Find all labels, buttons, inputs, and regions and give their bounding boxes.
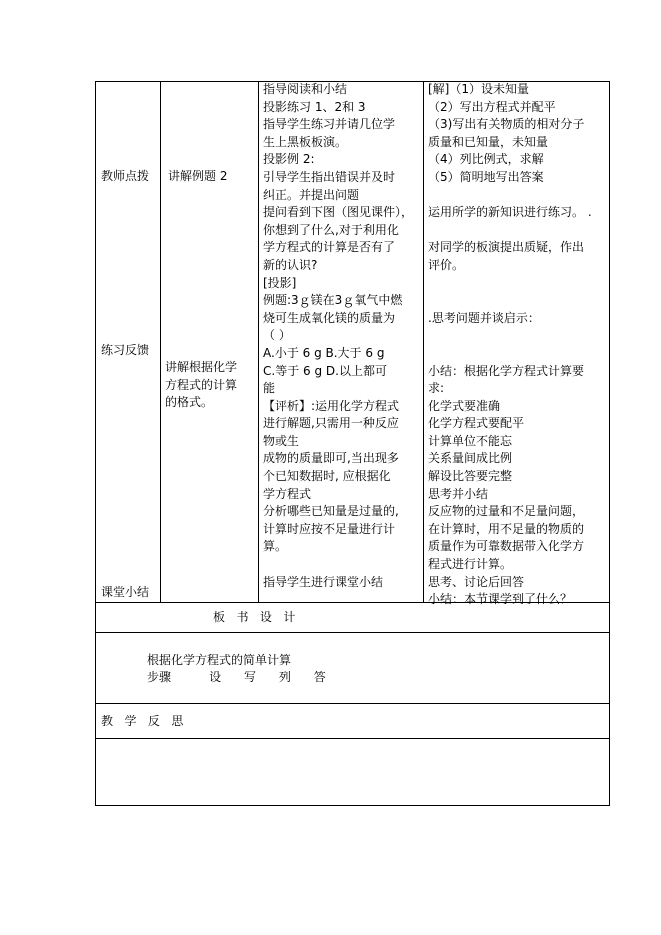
column-divider-2: [258, 81, 259, 602]
col4-line: 评价。: [428, 257, 465, 272]
col4-line: 关系量间成比例: [428, 451, 513, 466]
col3-line: 指导阅读和小结: [263, 82, 348, 96]
col3-line: 指导学生练习并请几位学: [263, 117, 396, 132]
col3-line: 指导学生进行课堂小结: [263, 574, 384, 589]
col4-line: 小结：本节课学到了什么？: [428, 592, 573, 607]
col3-line: 算。: [263, 539, 288, 554]
col4-line: [428, 345, 592, 363]
col4-line: .思考问题并谈启示：: [428, 310, 540, 325]
col3-line: [263, 556, 413, 574]
col3-line: 物或生: [263, 433, 300, 448]
col4-line: 求:: [428, 381, 445, 396]
col3-line: 纠正。并提出问题: [263, 187, 360, 202]
col4-line: 程式进行计算。: [428, 557, 513, 572]
col3-line: 例题:3ｇ镁在3ｇ氧气中燃: [263, 293, 403, 308]
col3-line: 烧可生成氧化镁的质量为: [263, 310, 396, 325]
col4-line: 运用所学的新知识进行练习。 .: [428, 205, 592, 220]
board-design-steps: 步骤 设 写 列 答: [147, 670, 326, 684]
col4-line: [428, 222, 592, 240]
row-label-class-summary: 课堂小结: [101, 585, 150, 599]
col3-line: 投影例 2:: [263, 152, 315, 167]
col3-line: 生上黑板板演。: [263, 134, 348, 149]
col3-line: 成物的质量即可,当出现多: [263, 451, 399, 466]
col3-line: C.等于 6 g D.以上都可: [263, 363, 387, 378]
col3-line: 能: [263, 381, 276, 396]
col3-line: 个已知数据时, 应根据化: [263, 469, 391, 484]
col4-student-activities: [428, 81, 592, 609]
table-left-border: [95, 81, 96, 806]
table-right-border: [609, 81, 610, 806]
col3-line: 【评析】:运用化学方程式: [263, 398, 400, 413]
col4-line: 质量和已知量，未知量: [428, 134, 549, 149]
col4-line: 化学方程式要配平: [428, 416, 525, 431]
col3-line: [投影]: [263, 275, 297, 290]
col4-line: [428, 187, 592, 205]
col3-line: 提问看到下图（图见课件），: [263, 205, 414, 220]
col4-line: 反应物的过量和不足量问题，: [428, 504, 585, 519]
reflection-heading: 教 学 反 思: [101, 714, 184, 728]
col4-line: 小结：根据化学方程式计算要: [428, 363, 585, 378]
board-design-title: 根据化学方程式的简单计算: [147, 653, 292, 667]
col4-line: 解设比答要完整: [428, 469, 513, 484]
col4-line: [428, 292, 592, 310]
col4-line: 计算单位不能忘: [428, 433, 513, 448]
col2-format-line: 的格式。: [165, 395, 214, 410]
col2-format-line: 讲解根据化学: [165, 360, 238, 374]
col4-line: 对同学的板演提出质疑，作出: [428, 240, 585, 255]
col4-line: 思考并小结: [428, 486, 489, 501]
row-label-teacher-guide: 教师点拨: [101, 169, 150, 183]
col4-line: 在计算时，用不足量的物质的: [428, 521, 585, 536]
col3-line: 你想到了什么,对于利用化: [263, 222, 399, 237]
col4-line: 思考、讨论后回答: [428, 574, 525, 589]
col3-line: A.小于 6 g B.大于 6 g: [263, 345, 385, 360]
col4-line: （3)写出有关物质的相对分子: [428, 117, 585, 132]
col3-line: 学方程式的计算是否有了: [263, 240, 396, 255]
col3-line: 分析哪些已知量是过量的,: [263, 504, 399, 519]
col4-line: （2）写出方程式并配平: [428, 99, 556, 114]
board-content-bottom-border: [95, 703, 610, 704]
table-bottom-border: [95, 805, 610, 806]
col3-line: 投影练习 1、2和 3: [263, 99, 366, 114]
col3-line: （ ）: [263, 328, 291, 343]
row-label-practice-feedback: 练习反馈: [101, 343, 150, 357]
col2-format-block: [165, 359, 237, 412]
column-divider-1: [160, 81, 161, 602]
col4-line: [428, 327, 592, 345]
column-divider-3: [423, 81, 424, 602]
col3-line: 计算时应按不足量进行计: [263, 521, 396, 536]
col4-line: 化学式要准确: [428, 398, 501, 413]
col2-example2: 讲解例题 2: [168, 169, 228, 183]
col3-line: 进行解题,只需用一种反应: [263, 416, 399, 431]
board-heading-bottom-border: [95, 632, 610, 633]
col4-line: （5）简明地写出答案: [428, 169, 544, 184]
col3-line: 引导学生指出错误并及时: [263, 169, 396, 184]
col3-line: 新的认识?: [263, 257, 318, 272]
col3-teaching-activities: [263, 81, 413, 591]
col4-line: （4）列比例式，求解: [428, 152, 544, 167]
reflection-heading-bottom-border: [95, 738, 610, 739]
col3-line: 学方程式: [263, 486, 312, 501]
col4-line: 质量作为可靠数据带入化学方: [428, 539, 585, 554]
col4-line: [428, 275, 592, 293]
col2-format-line: 方程式的计算: [165, 377, 238, 392]
col4-line: [解]（1）设未知量: [428, 82, 529, 96]
board-design-heading: 板 书 设 计: [213, 610, 296, 624]
